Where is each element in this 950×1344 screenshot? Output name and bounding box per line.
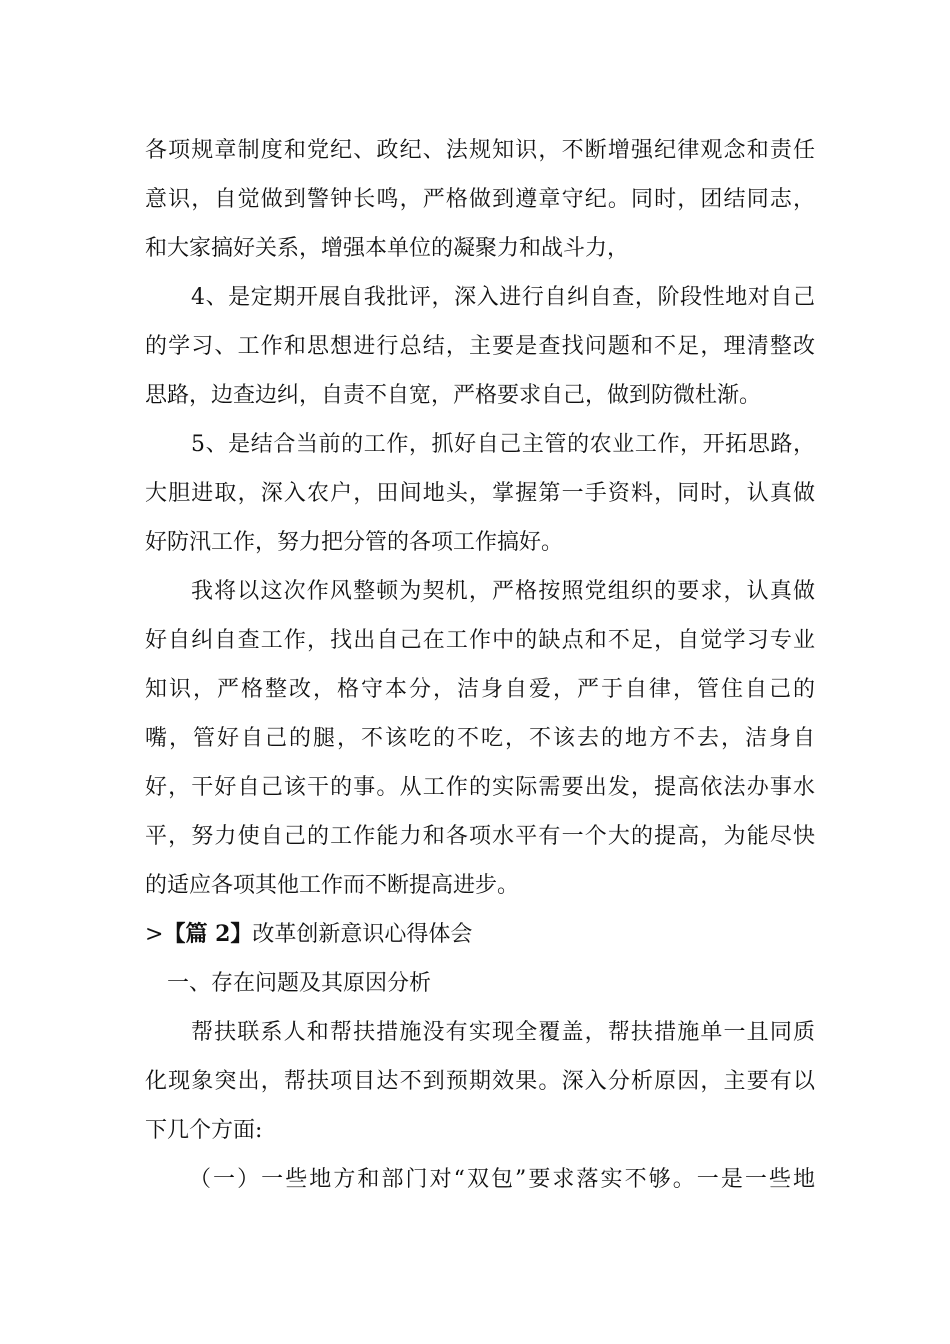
- text-line: 大胆进取，深入农户，田间地头，掌握第一手资料，同时，认真做: [145, 481, 815, 506]
- text-line: 平，努力使自己的工作能力和各项水平有一个大的提高，为能尽快: [145, 824, 815, 849]
- text-line: 好，干好自己该干的事。从工作的实际需要出发，提高依法办事水: [145, 775, 815, 800]
- heading-title: 改革创新意识心得体会: [252, 922, 473, 947]
- text-line: 我将以这次作风整顿为契机，严格按照党组织的要求，认真做: [191, 579, 815, 604]
- text-line: 化现象突出，帮扶项目达不到预期效果。深入分析原因，主要有以: [145, 1069, 815, 1094]
- text-line: 4、是定期开展自我批评，深入进行自纠自查，阶段性地对自己: [191, 285, 815, 310]
- text-line: 帮扶联系人和帮扶措施没有实现全覆盖，帮扶措施单一且同质: [191, 1020, 815, 1045]
- heading-marker: >: [145, 922, 164, 947]
- text-line: 5、是结合当前的工作，抓好自己主管的农业工作，开拓思路，: [191, 432, 815, 457]
- text-line: 嘴，管好自己的腿，不该吃的不吃，不该去的地方不去，洁身自: [145, 726, 815, 751]
- text-line: 下几个方面:: [145, 1118, 263, 1143]
- text-line: 的适应各项其他工作而不断提高进步。: [145, 873, 520, 898]
- text-line: 好防汛工作，努力把分管的各项工作搞好。: [145, 530, 564, 555]
- text-line: 各项规章制度和党纪、政纪、法规知识，不断增强纪律观念和责任: [145, 138, 815, 163]
- heading-bracket-title: 【篇 2】: [163, 921, 253, 947]
- text-line: 知识，严格整改，格守本分，洁身自爱，严于自律，管住自己的: [145, 677, 815, 702]
- text-line: 思路，边查边纠，自责不自宽，严格要求自己，做到防微杜渐。: [145, 383, 762, 408]
- text-line: 好自纠自查工作，找出自己在工作中的缺点和不足，自觉学习专业: [145, 628, 815, 653]
- text-line: 的学习、工作和思想进行总结，主要是查找问题和不足，理清整改: [145, 334, 815, 359]
- text-line: 意识，自觉做到警钟长鸣，严格做到遵章守纪。同时，团结同志，: [145, 187, 815, 212]
- text-line: （一）一些地方和部门对“双包”要求落实不够。一是一些地: [189, 1167, 815, 1192]
- document-body: [145, 126, 815, 1204]
- section-heading: [145, 910, 815, 959]
- text-line: 和大家搞好关系，增强本单位的凝聚力和战斗力，: [145, 236, 630, 261]
- subsection-title: 一、存在问题及其原因分析: [167, 971, 432, 996]
